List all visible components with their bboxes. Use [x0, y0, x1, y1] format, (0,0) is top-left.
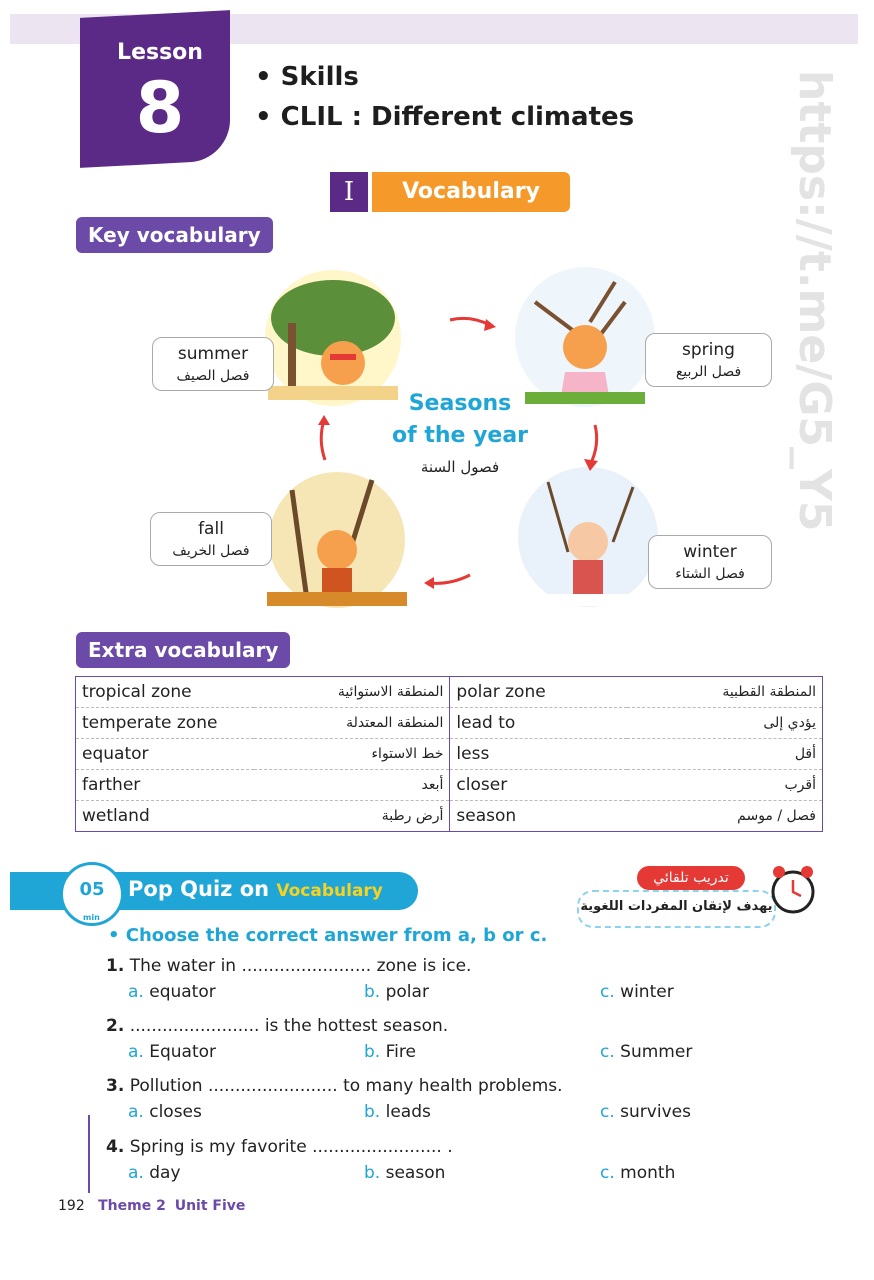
option-c[interactable] [600, 1102, 691, 1122]
option-text: Equator [149, 1042, 217, 1062]
vocab-cell-ar1: المنطقة المعتدلة [254, 708, 450, 739]
lesson-label: Lesson [117, 40, 203, 65]
vocab-cell-ar2: المنطقة القطبية [627, 677, 823, 708]
option-letter: a. [128, 982, 144, 1002]
vocab-cell-ar1: أبعد [254, 770, 450, 801]
option-a[interactable] [128, 1042, 216, 1062]
key-vocab-heading: Key vocabulary [76, 217, 273, 253]
footer-unit: Unit Five [174, 1198, 246, 1214]
option-b[interactable] [364, 1163, 445, 1183]
option-text: leads [385, 1102, 431, 1122]
option-letter: c. [600, 1042, 615, 1062]
question-blank: ........................ [207, 1076, 338, 1096]
vocab-cell-en2: lead to [450, 708, 627, 739]
question-2 [106, 1016, 448, 1036]
vocab-row [76, 739, 823, 770]
option-b[interactable] [364, 1102, 431, 1122]
option-c[interactable] [600, 1042, 692, 1062]
option-a[interactable] [128, 1163, 181, 1183]
timer-value: 05 [79, 879, 105, 900]
option-letter: b. [364, 1163, 381, 1183]
summer-ar: فصل الصيف [176, 368, 250, 384]
vocab-cell-en1: farther [76, 770, 255, 801]
watermark-text [780, 70, 840, 630]
vocab-cell-ar2: يؤدي إلى [627, 708, 823, 739]
vocab-cell-ar1: أرض رطبة [254, 801, 450, 832]
question-pre: Pollution [129, 1076, 203, 1096]
footer [58, 1198, 245, 1214]
timer-icon [60, 862, 124, 926]
option-letter: b. [364, 1042, 381, 1062]
seasons-title-line1: Seasons [408, 391, 512, 416]
summer-card [152, 337, 274, 391]
extra-vocab-table [75, 676, 823, 832]
section-title: Vocabulary [372, 172, 570, 212]
question-blank: ........................ [312, 1137, 442, 1157]
vocab-cell-en2: season [450, 801, 627, 832]
vocab-cell-ar1: خط الاستواء [254, 739, 450, 770]
question-pre: Spring is my favorite [129, 1137, 307, 1157]
vocab-cell-en2: less [450, 739, 627, 770]
alarm-clock-icon [765, 858, 821, 918]
vocab-cell-en1: tropical zone [76, 677, 255, 708]
question-post: to many health problems. [343, 1076, 563, 1096]
question-1 [106, 956, 471, 976]
option-letter: a. [128, 1163, 144, 1183]
option-letter: c. [600, 1163, 615, 1183]
bullet-clil: • CLIL : Different climates [255, 102, 635, 132]
option-letter: c. [600, 1102, 615, 1122]
option-a[interactable] [128, 982, 216, 1002]
option-text: season [385, 1163, 446, 1183]
vocab-cell-ar2: فصل / موسم [627, 801, 823, 832]
question-pre: The water in [129, 956, 237, 976]
option-letter: a. [128, 1102, 144, 1122]
vocab-cell-ar2: أقل [627, 739, 823, 770]
fall-card [150, 512, 272, 566]
vocab-row [76, 708, 823, 739]
question-num: 2. [106, 1016, 125, 1036]
extra-vocab-heading: Extra vocabulary [76, 632, 290, 668]
vocab-cell-en1: temperate zone [76, 708, 255, 739]
vocab-cell-en1: equator [76, 739, 255, 770]
question-post: zone is ice. [376, 956, 472, 976]
vocab-cell-en1: wetland [76, 801, 255, 832]
option-text: closes [149, 1102, 202, 1122]
svg-text:https://t.me/G5_Y5: https://t.me/G5_Y5 [789, 70, 840, 532]
winter-ar: فصل الشتاء [675, 566, 745, 582]
pop-quiz-title-b: Vocabulary [276, 881, 383, 901]
lesson-number: 8 [135, 67, 185, 149]
vocab-cell-ar1: المنطقة الاستوائية [254, 677, 450, 708]
option-letter: a. [128, 1042, 144, 1062]
question-3 [106, 1076, 563, 1096]
cycle-arrows [310, 295, 610, 615]
question-post: is the hottest season. [264, 1016, 449, 1036]
option-text: Fire [385, 1042, 416, 1062]
spring-ar: فصل الربيع [675, 364, 742, 380]
question-num: 3. [106, 1076, 125, 1096]
question-num: 4. [106, 1137, 125, 1157]
question-num: 1. [106, 956, 125, 976]
option-text: day [149, 1163, 181, 1183]
quiz-aim: يهدف لإتقان المفردات اللغوية [577, 890, 776, 928]
seasons-title [370, 388, 550, 452]
vocab-row [76, 770, 823, 801]
page-number: 192 [58, 1198, 85, 1214]
option-letter: b. [364, 982, 381, 1002]
question-4 [106, 1137, 453, 1157]
option-letter: c. [600, 982, 615, 1002]
spring-card [645, 333, 772, 387]
footer-theme: Theme 2 [98, 1198, 166, 1214]
option-letter: b. [364, 1102, 381, 1122]
spring-en: spring [682, 340, 735, 360]
option-text: survives [620, 1102, 691, 1122]
fall-ar: فصل الخريف [172, 543, 250, 559]
question-blank: ........................ [129, 1016, 260, 1036]
option-b[interactable] [364, 982, 429, 1002]
option-text: month [620, 1163, 676, 1183]
question-blank: ........................ [241, 956, 372, 976]
pop-quiz-title [128, 877, 383, 901]
option-text: polar [385, 982, 429, 1002]
winter-en: winter [683, 542, 737, 562]
watermark [780, 70, 840, 630]
fall-en: fall [198, 519, 224, 539]
option-text: equator [149, 982, 216, 1002]
quiz-instruction: • Choose the correct answer from a, b or c. [108, 925, 548, 946]
seasons-title-line2: of the year [391, 423, 529, 448]
option-b[interactable] [364, 1042, 416, 1062]
training-badge: تدريب تلقائي [637, 866, 745, 890]
option-text: winter [620, 982, 674, 1002]
option-a[interactable] [128, 1102, 202, 1122]
option-c[interactable] [600, 1163, 675, 1183]
option-text: Summer [620, 1042, 693, 1062]
summer-en: summer [177, 344, 249, 364]
timer-unit: min [83, 913, 100, 922]
question-post: . [447, 1137, 453, 1157]
winter-card [648, 535, 772, 589]
footer-rule [88, 1115, 90, 1193]
vocab-row [76, 801, 823, 832]
vocab-cell-ar2: أقرب [627, 770, 823, 801]
section-number: I [330, 172, 368, 212]
vocab-row [76, 677, 823, 708]
pop-quiz-title-a: Pop Quiz on [128, 877, 277, 901]
seasons-title-ar: فصول السنة [420, 458, 500, 476]
vocab-cell-en2: polar zone [450, 677, 627, 708]
bullet-skills: • Skills [255, 62, 359, 92]
vocab-cell-en2: closer [450, 770, 627, 801]
option-c[interactable] [600, 982, 674, 1002]
